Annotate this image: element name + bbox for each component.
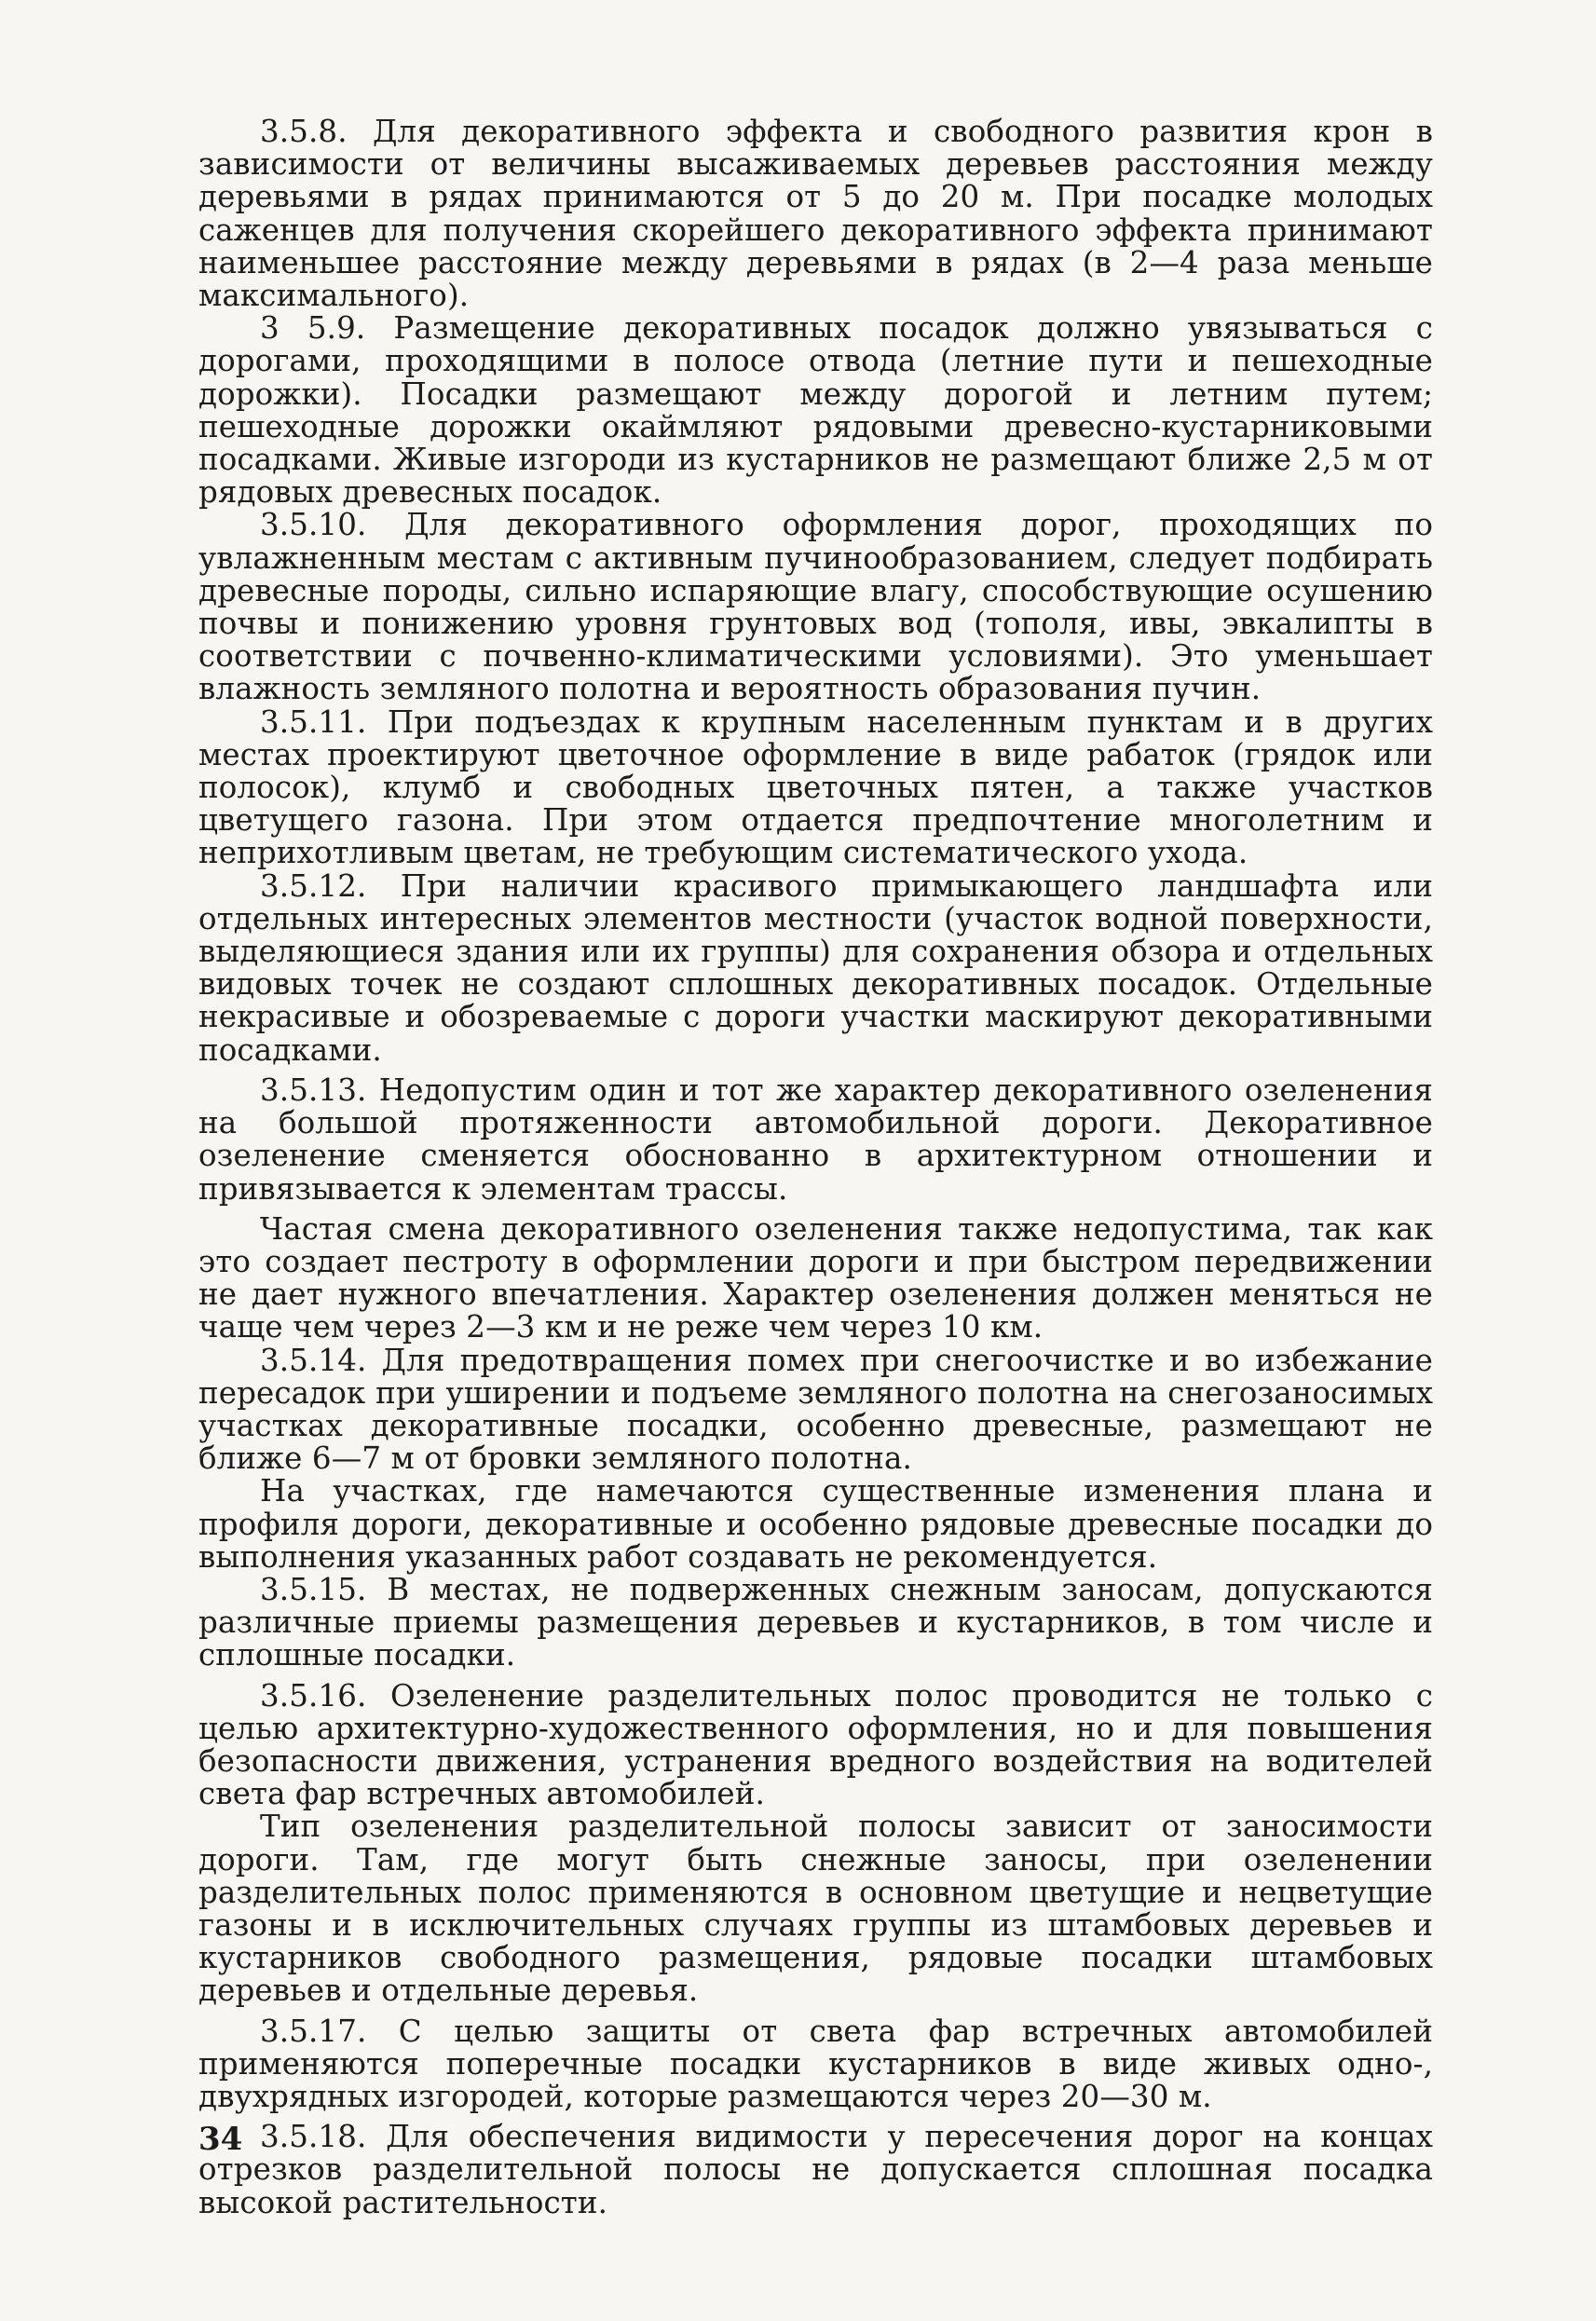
paragraph-3-5-13: 3.5.13. Недопустим один и тот же характер декоративного озеленения на большой протяженности автомобильной дороги. Декоративное озеленение сменяется обоснованно в архитектурном отношении и привязывается к элементам трассы. — [198, 1072, 1433, 1207]
paragraph-3-5-12: 3.5.12. При наличии красивого примыкающего ландшафта или отдельных интересных элементов местности (участок водной поверхности, выделяющиеся здания или их группы) для сохранения обзора и отдельных видовых точек не создают сплошных декоративных посадок. Отдельные некрасивые и обозреваемые с дороги участки маскируют декоративными посадками. — [198, 867, 1433, 1068]
paragraph-3-5-18: 3.5.18. Для обеспечения видимости у пересечения дорог на концах отрезков разделительной полосы не допускается сплошная посадка высокой растительности. — [198, 2119, 1433, 2220]
page-number: 34 — [198, 2121, 243, 2158]
paragraph-3-5-15: 3.5.15. В местах, не подверженных снежным заносам, допускаются различные приемы размещения деревьев и кустарников, в том числе и сплошные посадки. — [198, 1571, 1433, 1673]
body-text — [198, 116, 1433, 2219]
paragraph-3-5-8: 3.5.8. Для декоративного эффекта и свободного развития крон в зависимости от величины высаживаемых деревьев расстояния между деревьями в рядах принимаются от 5 до 20 м. При посадке молодых саженцев для получения скорейшего декоративного эффекта принимают наименьшее расстояние между деревьями в рядах (в 2—4 раза меньше максимального). — [198, 114, 1433, 314]
paragraph-3-5-10: 3.5.10. Для декоративного оформления дорог, проходящих по увлажненным местам с активным пучинообразованием, следует подбирать древесные породы, сильно испаряющие влагу, способствующие осушению почвы и понижению уровня грунтовых вод (тополя, ивы, эвкалипты в соответствии с почвенно-климатическими условиями). Это уменьшает влажность земляного полотна и вероятность образования пучин. — [198, 507, 1433, 707]
paragraph-3-5-16-continued: Тип озеленения разделительной полосы зависит от заносимости дороги. Там, где могут быть снежные заносы, при озеленении разделительных полос применяются в основном цветущие и нецветущие газоны и в исключительных случаях группы из штамбовых деревьев и кустарников свободного размещения, рядовые посадки штамбовых деревьев и отдельные деревья. — [198, 1809, 1433, 2009]
paragraph-3-5-17: 3.5.17. С целью защиты от света фар встречных автомобилей применяются поперечные посадки кустарников в виде живых одно-, двухрядных изгородей, которые размещаются через 20—30 м. — [198, 2013, 1433, 2114]
paragraph-3-5-11: 3.5.11. При подъездах к крупным населенным пунктам и в других местах проектируют цветочное оформление в виде рабаток (грядок или полосок), клумб и свободных цветочных пятен, а также участков цветущего газона. При этом отдается предпочтение многолетним и неприхотливым цветам, не требующим систематического ухода. — [198, 703, 1433, 871]
paragraph-3-5-14: 3.5.14. Для предотвращения помех при снегоочистке и во избежание пересадок при уширении и подъеме земляного полотна на снегозаносимых участках декоративные посадки, особенно древесные, размещают не ближе 6—7 м от бровки земляного полотна. — [198, 1342, 1433, 1477]
paragraph-3-5-16: 3.5.16. Озеленение разделительных полос проводится не только с целью архитектурно-художественного оформления, но и для повышения безопасности движения, устранения вредного воздействия на водителей света фар встречных автомобилей. — [198, 1677, 1433, 1812]
paragraph-3-5-14-continued: На участках, где намечаются существенные изменения плана и профиля дороги, декоративные и особенно рядовые древесные посадки до выполнения указанных работ создавать не рекомендуется. — [198, 1473, 1433, 1575]
paragraph-3-5-9: 3 5.9. Размещение декоративных посадок должно увязываться с дорогами, проходящими в полосе отвода (летние пути и пешеходные дорожки). Посадки размещают между дорогой и летним путем; пешеходные дорожки окаймляют рядовыми древесно-кустарниковыми посадками. Живые изгороди из кустарников не размещают ближе 2,5 м от рядовых древесных посадок. — [198, 310, 1433, 511]
paragraph-3-5-13-continued: Частая смена декоративного озеленения также недопустима, так как это создает пестроту в оформлении дороги и при быстром передвижении не дает нужного впечатления. Характер озеленения должен меняться не чаще чем через 2—3 км и не реже чем через 10 км. — [198, 1210, 1433, 1345]
